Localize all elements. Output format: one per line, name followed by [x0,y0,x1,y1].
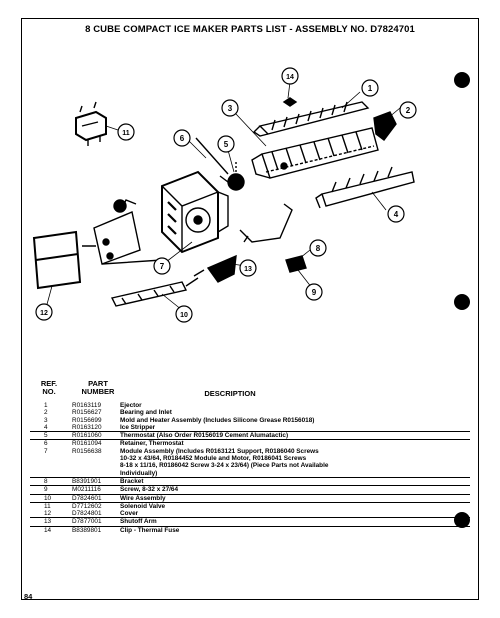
table-row [30,402,470,409]
part-number: R0156699 [72,416,102,424]
header-ref-line1: REF. [40,379,58,388]
cover-part [34,232,80,288]
svg-text:8: 8 [315,244,321,253]
callout-11 [118,124,134,140]
module-assembly-part [162,172,228,252]
ref-number: 1 [44,402,48,409]
header-description: DESCRIPTION [204,389,256,398]
thermal-fuse-clip-part [284,98,296,106]
svg-text:1: 1 [367,84,373,93]
callout-8 [310,240,326,256]
svg-text:2: 2 [405,106,411,115]
part-description: Module Assembly (Includes R0163121 Support, R0186040 Screws 10-32 x 43/64, R0184452 Module and Motor, R0186041 Screws 8-18 x 11/16, R0186042 Screw 3-24 x 23/64) (Piece Parts not Available Individually) [120,447,329,477]
header-ref [34,380,64,396]
table-row [30,478,470,486]
ref-number: 8 [44,477,48,485]
svg-text:9: 9 [311,288,317,297]
part-description: Ice Stripper [120,423,156,431]
header-part-number [72,380,124,396]
part-description: Shutoff Arm [120,518,157,526]
callout-10 [176,306,192,322]
part-description: Thermostat (Also Order R0156019 Cement Alumatactic) [120,432,289,440]
ref-number: 11 [44,502,51,510]
part-description: Cover [120,510,139,518]
bracket-small-part [286,256,306,272]
callout-7 [154,258,170,274]
callout-2 [400,102,416,118]
ref-number: 5 [44,432,48,440]
part-number: D7877001 [72,518,102,526]
svg-text:12: 12 [40,310,48,317]
svg-text:11: 11 [122,130,130,137]
part-number: R0161060 [72,432,102,440]
header-part-line1: PART [88,379,108,388]
part-number: B8389801 [72,526,102,534]
part-number: R0163119 [72,402,102,409]
page-number: 84 [24,592,33,601]
table-row [30,503,470,510]
punch-hole-middle [454,294,470,310]
svg-text:13: 13 [244,266,252,273]
ref-number: 10 [44,494,52,502]
part-description: Bracket [120,477,144,485]
table-row [30,527,470,534]
bearing-inlet-part [374,112,396,140]
header-part-line2: NUMBER [81,387,115,396]
table-row [30,424,470,432]
mold-heater-part [252,128,378,178]
ref-number: 7 [44,447,48,455]
part-description: Solenoid Valve [120,502,166,510]
page-title: 8 CUBE COMPACT ICE MAKER PARTS LIST - ASSEMBLY NO. D7824701 [85,24,415,35]
callout-4 [388,206,404,222]
callout-12 [36,304,52,320]
part-number: R0156638 [72,447,102,455]
part-description: Wire Assembly [120,494,166,502]
wire-harness-part [82,200,162,264]
svg-text:6: 6 [179,134,185,143]
shutoff-arm-part [194,256,236,282]
ref-number: 13 [44,518,52,526]
callout-14 [282,68,298,84]
callout-3 [222,100,238,116]
part-description: Clip - Thermal Fuse [120,526,180,534]
ejector-part [254,102,368,136]
part-number: R0161094 [72,440,102,448]
ref-number: 14 [44,526,52,534]
part-number: M0211116 [72,486,101,494]
part-description: Retainer, Thermostat [120,440,184,448]
wire-assembly-part [112,278,198,306]
ice-stripper-part [316,167,414,208]
callout-6 [174,130,190,146]
callout-9 [306,284,322,300]
table-row [30,510,470,518]
ref-number: 6 [44,440,48,448]
ref-number: 9 [44,486,48,494]
part-description: Bearing and Inlet [120,409,172,417]
table-row [30,417,470,424]
svg-text:5: 5 [223,140,229,149]
table-row [30,495,470,503]
parts-list [30,402,470,534]
table-row [30,518,470,526]
bracket-part [240,204,292,242]
ref-number: 2 [44,409,48,417]
punch-hole-top [454,72,470,88]
svg-text:14: 14 [286,74,294,81]
table-row [30,432,470,440]
table-row [30,486,470,494]
svg-text:3: 3 [227,104,233,113]
part-number: B8391901 [72,477,102,485]
ref-number: 3 [44,416,48,424]
part-number: D7712602 [72,502,102,510]
callout-5 [218,136,234,152]
table-row [30,448,470,478]
table-row [30,440,470,447]
part-description: Ejector [120,402,142,409]
table-row [30,409,470,416]
header-ref-line2: NO. [42,387,56,396]
svg-text:4: 4 [393,210,399,219]
svg-text:7: 7 [159,262,165,271]
part-description: Screw, 8-32 x 27/64 [120,486,179,494]
exploded-parts-diagram [22,42,478,372]
callout-13 [240,260,256,276]
part-number: D7824801 [72,510,102,518]
svg-text:10: 10 [180,312,188,319]
ref-number: 12 [44,510,52,518]
part-number: D7824601 [72,494,102,502]
part-number: R0156627 [72,409,102,417]
part-number: R0163120 [72,423,102,431]
part-description: Mold and Heater Assembly (Includes Silicone Grease R0156018) [120,416,315,424]
callout-1 [362,80,378,96]
ref-number: 4 [44,423,48,431]
solenoid-valve-part [76,102,106,146]
